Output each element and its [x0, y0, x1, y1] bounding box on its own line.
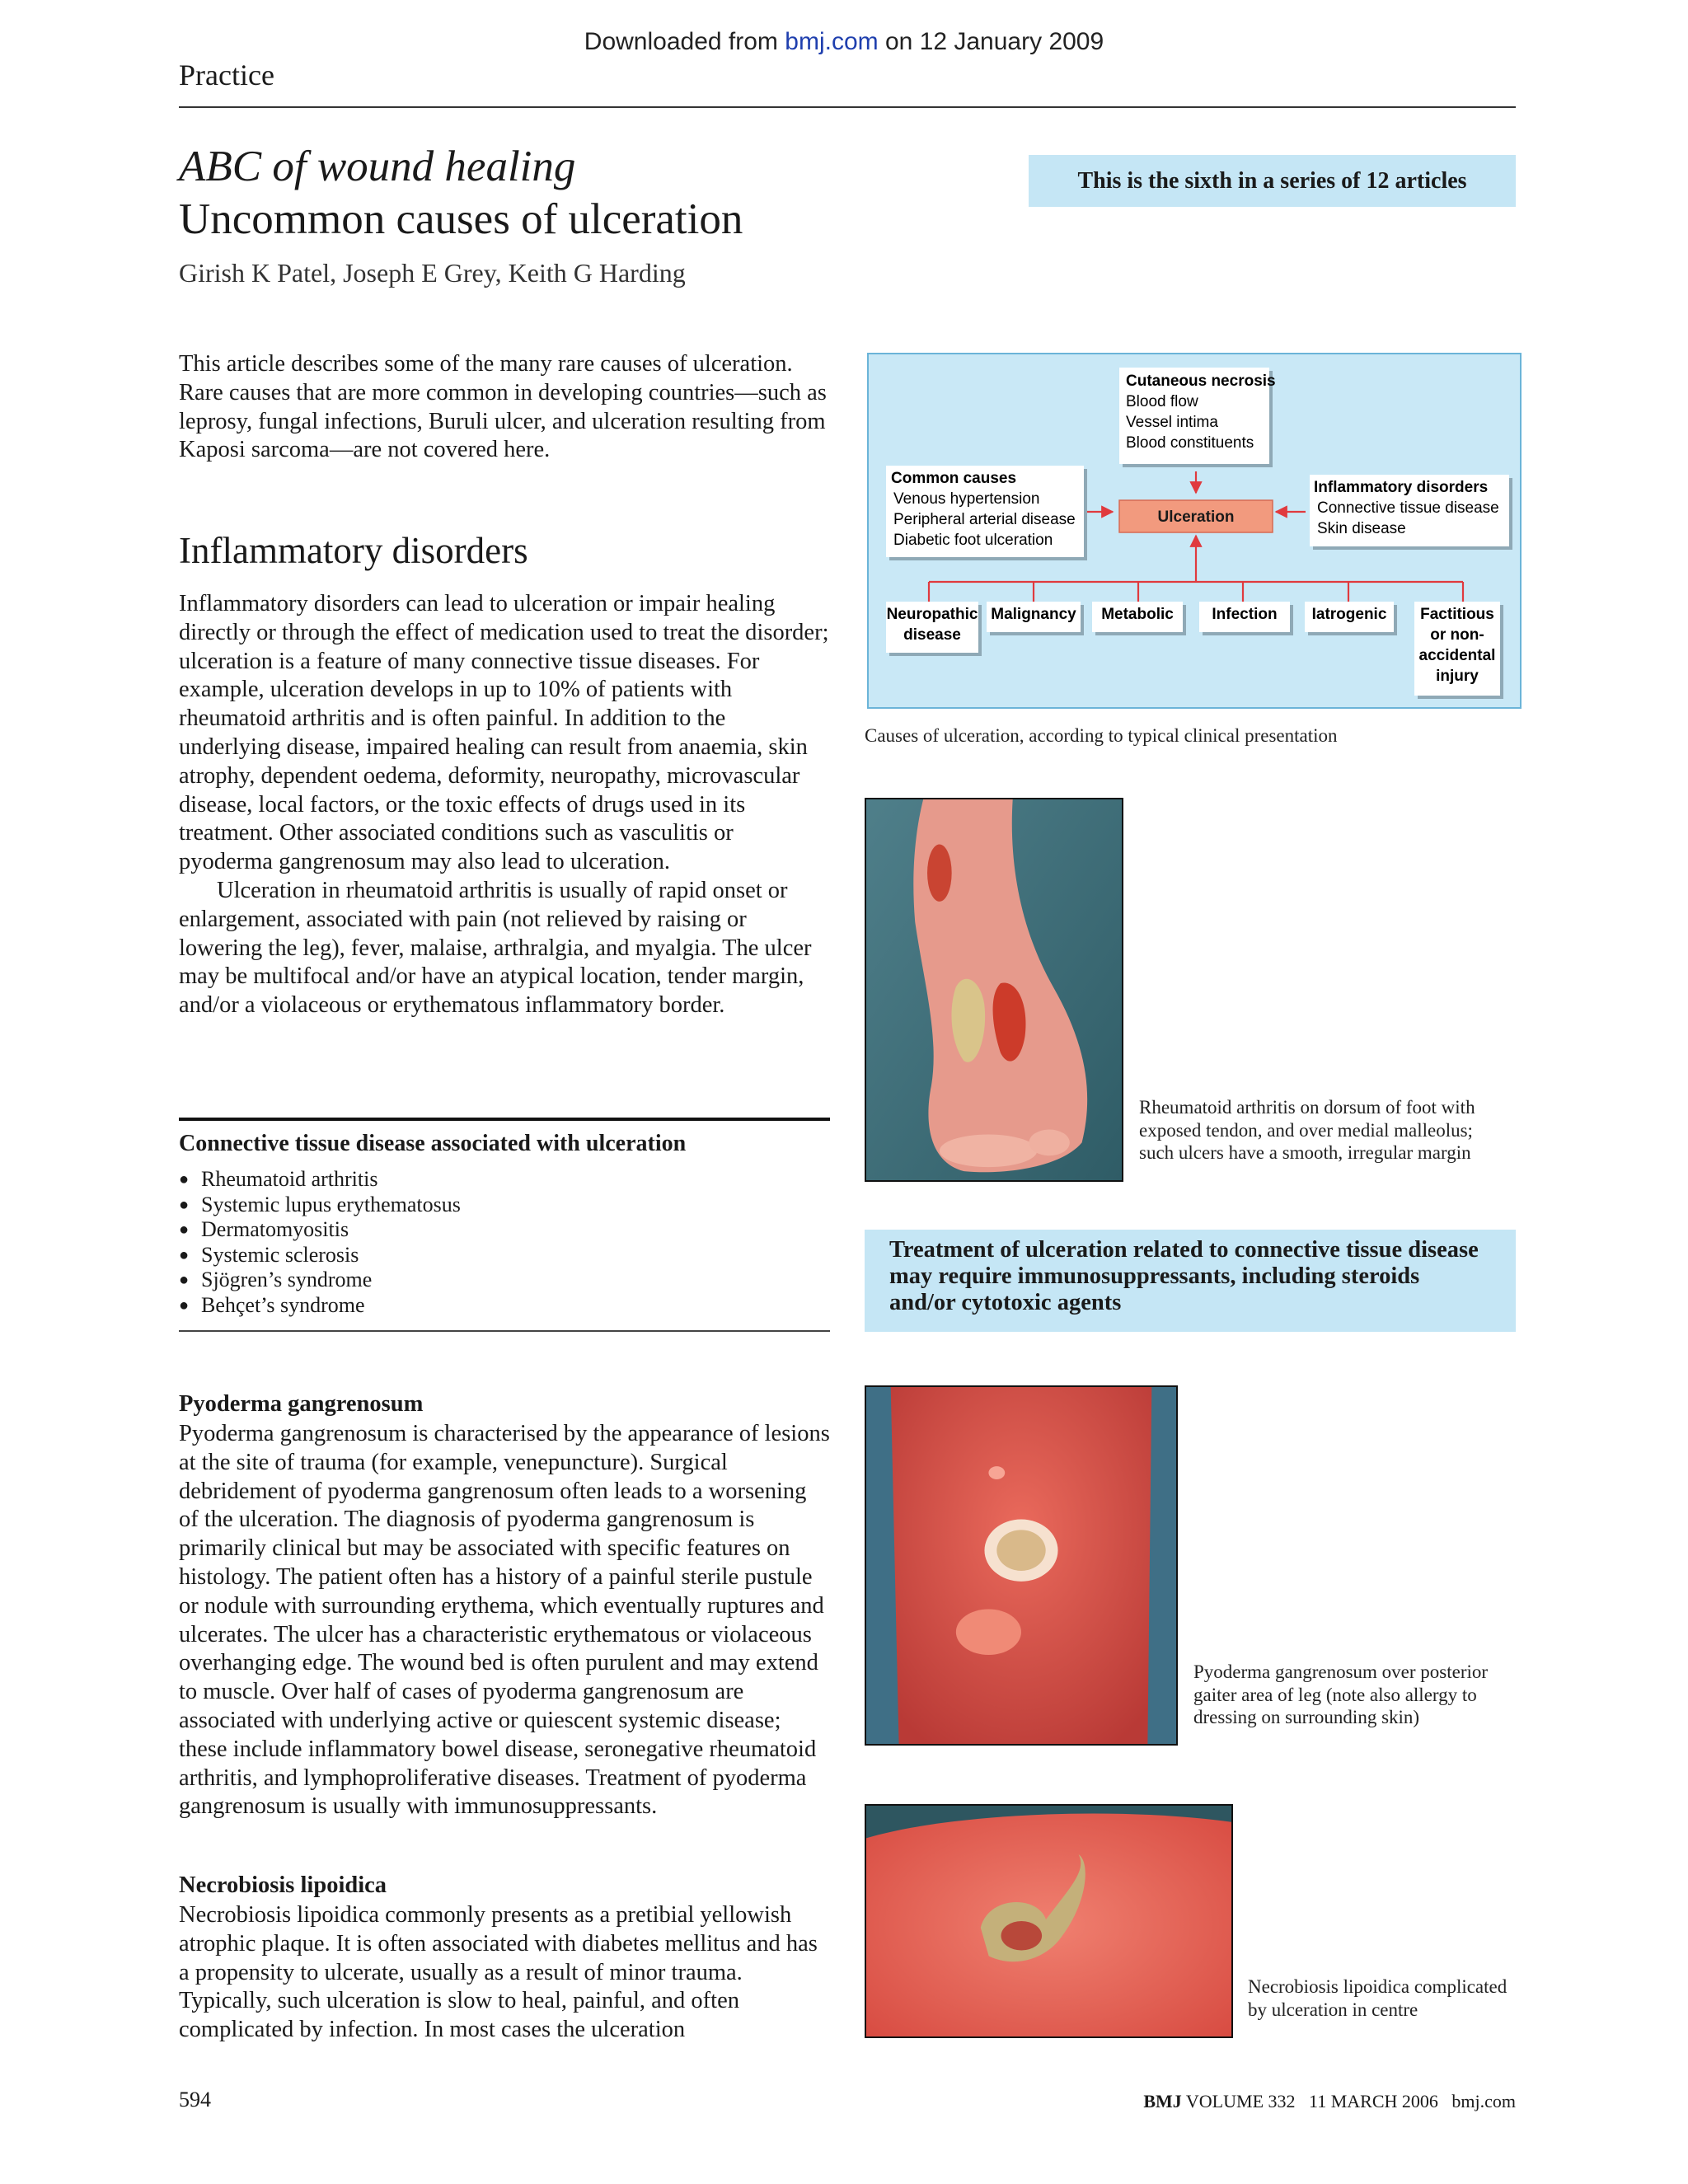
inflammatory-item: Connective tissue disease [1317, 499, 1499, 517]
svg-text:Factitious: Factitious [1420, 606, 1494, 623]
ctd-box-title: Connective tissue disease associated with ulceration [179, 1131, 687, 1156]
ctd-list-item: ● Systemic sclerosis [179, 1243, 461, 1268]
bottom-node-neuropathic [886, 602, 982, 656]
common-item: Diabetic foot ulceration [893, 532, 1053, 549]
journal-volume: VOLUME 332 [1185, 2091, 1296, 2111]
svg-text:Infection: Infection [1212, 606, 1278, 623]
series-title: ABC of wound healing [179, 143, 576, 190]
ctd-info-box [179, 1118, 830, 1332]
cutaneous-title: Cutaneous necrosis [1126, 373, 1276, 390]
common-item: Venous hypertension [893, 490, 1040, 508]
svg-text:accidental: accidental [1418, 647, 1496, 664]
journal-name: BMJ [1143, 2091, 1182, 2111]
ctd-list-item: ● Systemic lupus erythematosus [179, 1193, 461, 1218]
cutaneous-item: Blood flow [1126, 393, 1198, 410]
common-causes-node [886, 466, 1087, 560]
journal-date: 11 MARCH 2006 [1309, 2091, 1438, 2111]
svg-text:Neuropathic: Neuropathic [886, 606, 978, 623]
download-prefix: Downloaded from [584, 28, 778, 55]
journal-footer [1143, 2091, 1516, 2112]
svg-text:Malignancy: Malignancy [991, 606, 1076, 623]
heading-inflammatory-disorders: Inflammatory disorders [179, 530, 528, 571]
photo-pyoderma-leg [865, 1385, 1178, 1746]
inflammatory-disorders-node [1310, 475, 1512, 550]
photo2-caption: Pyoderma gangrenosum over posterior gaiter area of leg (note also allergy to dressing on surrounding skin) [1193, 1661, 1489, 1727]
diagram-caption: Causes of ulceration, according to typical clinical presentation [865, 725, 1338, 746]
heading-pyoderma-gangrenosum: Pyoderma gangrenosum [179, 1391, 424, 1417]
svg-text:or non-: or non- [1430, 626, 1484, 644]
bottom-node-metabolic [1092, 602, 1186, 635]
photo-rheumatoid-foot [865, 798, 1123, 1182]
page-number: 594 [179, 2088, 211, 2111]
svg-text:injury: injury [1436, 668, 1479, 685]
bmj-link[interactable]: bmj.com [785, 28, 879, 55]
pyoderma-paragraph: Pyoderma gangrenosum is characterised by the appearance of lesions at the site of trauma (for example, venepuncture). Surgical debridement of pyoderma gangrenosum often leads to a worsening of the ulceration. The diagnosis of pyoderma gangrenosum is primarily clinical but may be associated with specific features on histology. The patient often has a history of a painful sterile pustule or nodule with surrounding erythema, which eventually ruptures and ulcerates. The ulcer has a characteristic erythematous or violaceous overhanging edge. The wound bed is often purulent and may extend to muscle. Over half of cases of pyoderma gangrenosum are associated with underlying active or quiescent systemic disease; these include inflammatory bowel disease, seronegative rheumatoid arthritis, and lymphoproliferative diseases. Treatment of pyoderma gangrenosum is usually with immunosuppressants. [179, 1421, 830, 1820]
bottom-node-infection [1199, 602, 1293, 635]
cutaneous-item: Blood constituents [1126, 434, 1254, 452]
download-date: on 12 January 2009 [884, 28, 1104, 55]
inflammatory-section [179, 590, 830, 1020]
photo1-caption: Rheumatoid arthritis on dorsum of foot with exposed tendon, and over medial malleolus; such ulcers have a smooth, irregular margin [1139, 1097, 1475, 1163]
article-title: Uncommon causes of ulceration [179, 195, 743, 243]
section-label: Practice [179, 59, 274, 91]
svg-text:Metabolic: Metabolic [1101, 606, 1174, 623]
intro-paragraph [179, 350, 830, 465]
bottom-node-iatrogenic [1305, 602, 1397, 635]
download-notice [0, 28, 1688, 56]
causes-diagram [867, 353, 1522, 709]
ulceration-label: Ulceration [1157, 509, 1235, 526]
cutaneous-necrosis-node [1119, 368, 1276, 467]
bottom-node-malignancy [987, 602, 1084, 635]
ctd-list-item: ● Dermatomyositis [179, 1217, 461, 1243]
necrobiosis-paragraph: Necrobiosis lipoidica commonly presents as a pretibial yellowish atrophic plaque. It is often associated with diabetes mellitus and has a propensity to ulcerate, usually as a result of minor trauma. Typically, such ulceration is slow to heal, painful, and often complicated by infection. In most cases the ulceration [179, 1902, 818, 2043]
ctd-list-item: ● Behçet’s syndrome [179, 1293, 461, 1319]
heading-necrobiosis-lipoidica: Necrobiosis lipoidica [179, 1872, 387, 1898]
ctd-list-item: ● Sjögren’s syndrome [179, 1268, 461, 1293]
causes-diagram-svg [869, 354, 1520, 707]
inflammatory-item: Skin disease [1317, 520, 1406, 537]
inflammatory-title: Inflammatory disorders [1314, 479, 1489, 496]
common-item: Peripheral arterial disease [893, 511, 1076, 528]
ulceration-node [1119, 500, 1273, 532]
series-info-box: This is the sixth in a series of 12 articles [1029, 155, 1516, 207]
intro-text: This article describes some of the many rare causes of ulceration. Rare causes that are more common in developing countries—such as leprosy, fungal infections, Buruli ulcer, and ulceration resulting from Kaposi sarcoma—are not covered here. [179, 351, 827, 463]
bottom-node-factitious [1414, 602, 1503, 699]
ctd-list [179, 1167, 461, 1318]
photo-necrobiosis [865, 1804, 1233, 2038]
treatment-highlight-box: Treatment of ulceration related to connective tissue disease may require immunosuppressants, including steroids and/or cytotoxic agents [865, 1230, 1516, 1332]
inflammatory-paragraph-2: Ulceration in rheumatoid arthritis is usually of rapid onset or enlargement, associated with pain (not relieved by raising or lowering the leg), fever, malaise, arthralgia, and myalgia. The ulcer may be multifocal and/or have an atypical location, tender margin, and/or a violaceous or erythematous inflammatory border. [179, 877, 812, 1019]
svg-text:Iatrogenic: Iatrogenic [1311, 606, 1387, 623]
ctd-list-item: ● Rheumatoid arthritis [179, 1167, 461, 1193]
necrobiosis-section [179, 1901, 830, 2045]
svg-text:disease: disease [903, 626, 961, 644]
common-title: Common causes [891, 470, 1017, 487]
pyoderma-section [179, 1420, 830, 1821]
journal-site: bmj.com [1451, 2091, 1516, 2111]
photo3-caption: Necrobiosis lipoidica complicated by ulceration in centre [1248, 1976, 1507, 2020]
header-rule [179, 106, 1516, 108]
inflammatory-paragraph-1: Inflammatory disorders can lead to ulceration or impair healing directly or through the effect of medication used to treat the disorder; ulceration is a feature of many connective tissue diseases. For example, ulceration develops in up to 10% of patients with rheumatoid arthritis and is often painful. In addition to the underlying disease, impaired healing can result from anaemia, skin atrophy, dependent oedema, deformity, neuropathy, microvascular disease, local factors, or the toxic effects of drugs used in its treatment. Other associated conditions such as vasculitis or pyoderma gangrenosum may also lead to ulceration. [179, 591, 829, 875]
authors: Girish K Patel, Joseph E Grey, Keith G Harding [179, 258, 686, 288]
cutaneous-item: Vessel intima [1126, 414, 1218, 431]
